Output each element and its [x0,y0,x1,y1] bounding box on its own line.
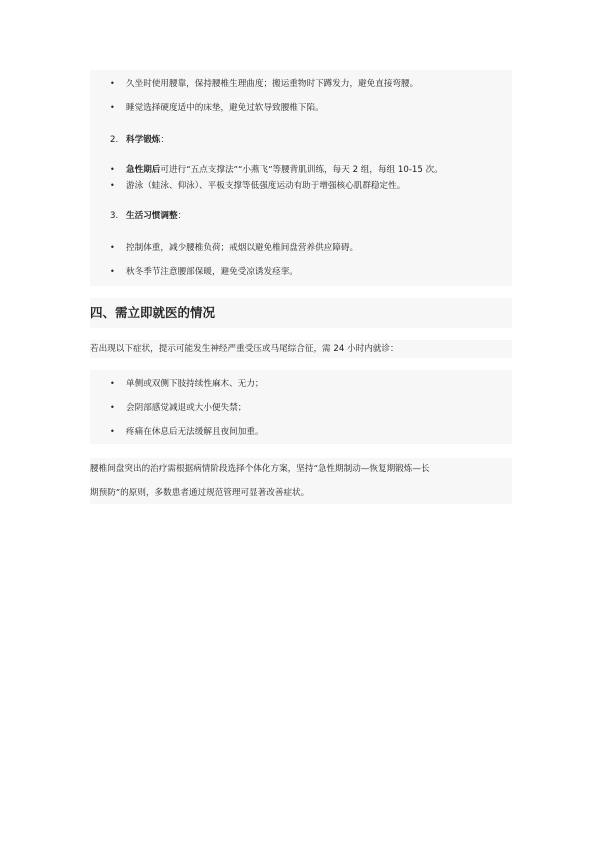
bullet-icon: • [110,165,115,174]
section-4-heading-block [90,298,512,328]
bullet-icon: • [110,181,115,190]
section-4-intro-block [90,340,512,358]
list-item-text: 急性期后可进行“五点支撑法”“小燕飞”等腰背肌训练，每天 2 组，每组 10-15 次。 [126,165,443,175]
list-item-text: 单侧或双侧下肢持续性麻木、无力； [126,379,264,389]
bullet-icon: • [110,243,115,252]
section-title: 生活习惯调整： [126,211,187,221]
list-item-text: 疼痛在休息后无法缓解且夜间加重。 [126,427,264,437]
bullet-icon: • [110,403,115,412]
bullet-icon: • [110,267,115,276]
list-item-text: 久坐时使用腰靠，保持腰椎生理曲度；搬运重物时下蹲发力，避免直接弯腰。 [126,79,419,89]
intro-paragraph: 若出现以下症状，提示可能发生神经严重受压或马尾综合征，需 24 小时内就诊： [90,344,399,354]
section-heading: 四、需立即就医的情况 [90,305,216,320]
bullet-icon: • [110,379,115,388]
list-top-block [90,70,512,286]
section-title: 科学锻炼： [126,135,169,145]
conclusion-line: 期预防”的原则，多数患者通过规范管理可显著改善症状。 [90,488,310,498]
bullet-icon: • [110,427,115,436]
list-item-text: 睡觉选择硬度适中的床垫，避免过软导致腰椎下陷。 [126,103,324,113]
list-item-text: 游泳（蛙泳、仰泳）、平板支撑等低强度运动有助于增强核心肌群稳定性。 [126,181,406,191]
section-4-list-block [90,370,512,444]
conclusion-line: 腰椎间盘突出的治疗需根据病情阶段选择个体化方案，坚持“急性期制动—恢复期锻炼—长 [90,464,430,474]
bullet-icon: • [110,103,115,112]
section-number: 2. [110,135,119,145]
list-item-text: 秋冬季节注意腰部保暖，避免受凉诱发痉挛。 [126,267,298,277]
bullet-icon: • [110,79,115,88]
section-number: 3. [110,211,119,221]
conclusion-block [90,458,512,504]
list-item-text: 会阴部感觉减退或大小便失禁； [126,403,247,413]
list-item-text: 控制体重，减少腰椎负荷；戒烟以避免椎间盘营养供应障碍。 [126,243,359,253]
